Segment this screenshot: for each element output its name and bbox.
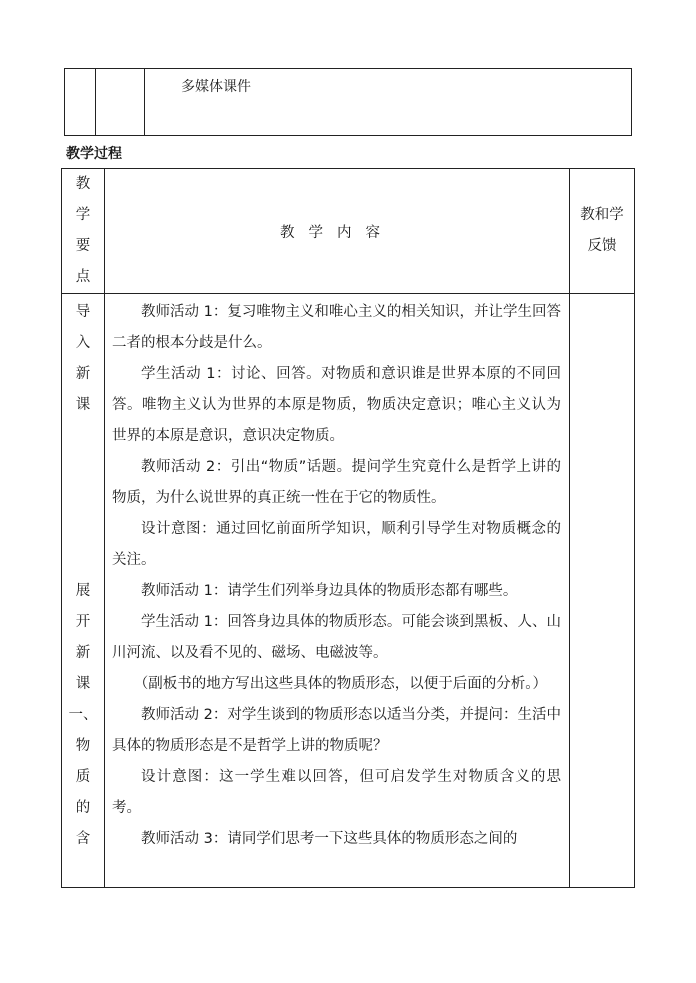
resources-text: 多媒体课件 xyxy=(181,79,251,95)
key-point-char: 展 xyxy=(75,583,91,599)
resources-blank-cell-1 xyxy=(65,69,96,136)
content-paragraph: 学生活动 1：讨论、回答。对物质和意识谁是世界本原的不同回答。唯物主义认为世界的本原是物质，物质决定意识；唯心主义认为世界的本原是意识，意识决定物质。 xyxy=(112,366,561,444)
key-point-char: 的 xyxy=(75,800,91,816)
content-paragraph: 教师活动 3：请同学们思考一下这些具体的物质形态之间的 xyxy=(141,831,518,847)
table-header-row xyxy=(62,169,635,294)
content-paragraph: 教师活动 2：对学生谈到的物质形态以适当分类，并提问：生活中具体的物质形态是不是哲学上讲的物质呢？ xyxy=(112,707,561,754)
resources-table xyxy=(64,68,632,136)
teaching-process-table xyxy=(61,168,635,888)
table-body-row xyxy=(62,294,635,888)
key-point-char: 导 xyxy=(75,304,91,320)
resources-blank-cell-2 xyxy=(96,69,145,136)
header-feedback-line: 反馈 xyxy=(587,238,617,254)
header-key-points-char: 点 xyxy=(75,269,91,285)
key-point-char: 新 xyxy=(75,645,91,661)
content-paragraph: （副板书的地方写出这些具体的物质形态，以便于后面的分析。） xyxy=(133,676,547,692)
content-paragraph: 学生活动 1：回答身边具体的物质形态。可能会谈到黑板、人、山川河流、以及看不见的、磁场、电磁波等。 xyxy=(112,614,561,661)
header-key-points-char: 学 xyxy=(75,207,91,223)
header-key-points-char: 要 xyxy=(75,238,91,254)
header-key-points xyxy=(62,169,105,294)
key-point-char: 一、 xyxy=(68,707,98,723)
key-point-char: 含 xyxy=(75,831,91,847)
key-points-column xyxy=(62,294,105,888)
feedback-column xyxy=(570,294,635,888)
header-teaching-content: 教学内容 xyxy=(105,169,570,294)
header-feedback-line: 教和学 xyxy=(580,207,624,223)
teaching-content-column xyxy=(105,294,570,888)
header-feedback xyxy=(570,169,635,294)
key-point-char: 入 xyxy=(75,335,91,351)
content-paragraph: 设计意图：这一学生难以回答，但可启发学生对物质含义的思考。 xyxy=(112,769,561,816)
header-key-points-char: 教 xyxy=(75,176,91,192)
key-point-char: 质 xyxy=(75,769,91,785)
key-point-char: 课 xyxy=(75,397,91,413)
key-point-char: 课 xyxy=(75,676,91,692)
key-point-char: 新 xyxy=(75,366,91,382)
key-point-char: 开 xyxy=(75,614,91,630)
content-paragraph: 设计意图：通过回忆前面所学知识，顺利引导学生对物质概念的关注。 xyxy=(112,521,561,568)
resources-content-cell xyxy=(145,69,632,136)
content-paragraph: 教师活动 1：请学生们列举身边具体的物质形态都有哪些。 xyxy=(141,583,518,599)
section-title: 教学过程 xyxy=(66,146,122,162)
content-paragraph: 教师活动 2：引出“物质”话题。提问学生究竟什么是哲学上讲的物质，为什么说世界的真正统一性在于它的物质性。 xyxy=(112,459,561,506)
key-point-char: 物 xyxy=(75,738,91,754)
content-paragraph: 教师活动 1：复习唯物主义和唯心主义的相关知识，并让学生回答二者的根本分歧是什么。 xyxy=(112,304,561,351)
